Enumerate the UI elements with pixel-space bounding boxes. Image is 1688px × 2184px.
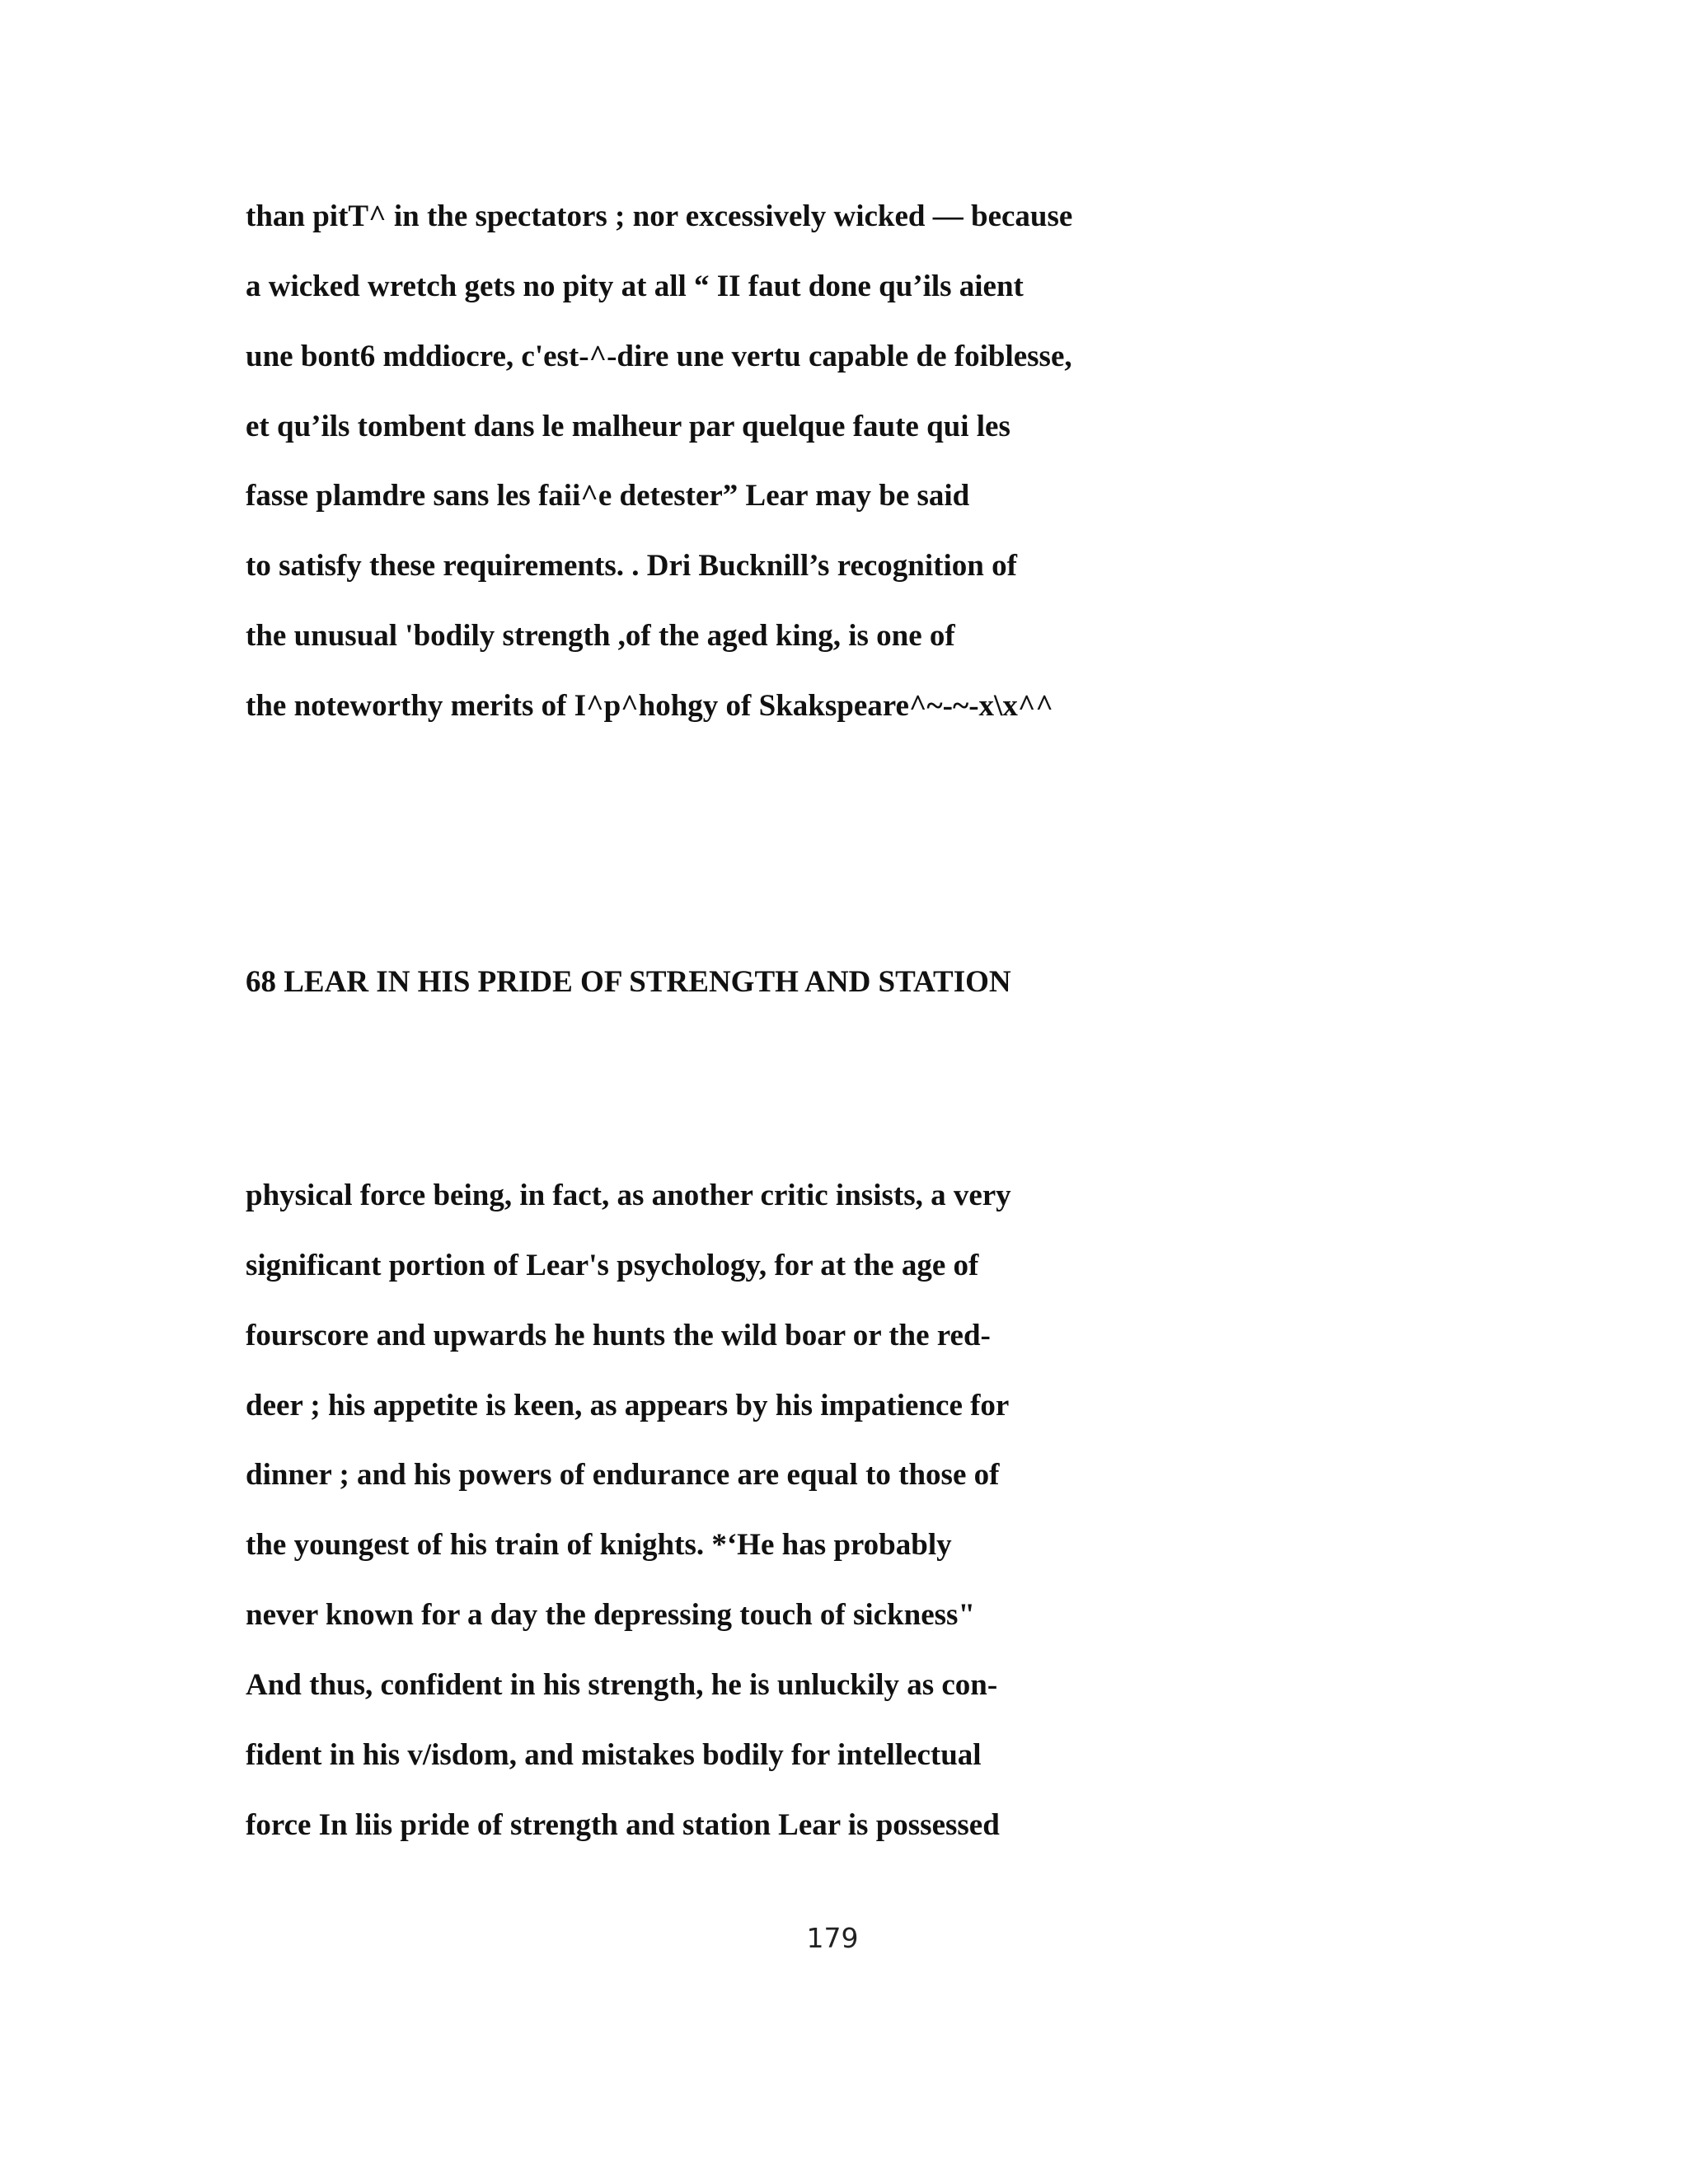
text-line: never known for a day the depressing touch of sickness" [246,1598,976,1632]
text-line: une bont6 mddiocre, c'est-^-dire une vertu capable de foiblesse, [246,340,1072,373]
text-line: deer ; his appetite is keen, as appears by his impatience for [246,1389,1010,1422]
text-line: than pitT^ in the spectators ; nor excessively wicked — because [246,199,1073,233]
text-line: fasse plamdre sans les faii^e detester” Lear may be said [246,479,970,513]
text-line: force In liis pride of strength and station Lear is possessed [246,1808,1000,1842]
text-line: the noteworthy merits of I^p^hohgy of Skakspeare^~-~-x\x^^ [246,689,1053,723]
text-line: fourscore and upwards he hunts the wild boar or the red- [246,1319,991,1352]
text-line: the youngest of his train of knights. *‘He has probably [246,1528,952,1562]
text-line: dinner ; and his powers of endurance are equal to those of [246,1458,1000,1492]
text-line: et qu’ils tombent dans le malheur par quelque faute qui les [246,410,1010,443]
text-line: significant portion of Lear's psychology, for at the age of [246,1249,979,1282]
text-line: And thus, confident in his strength, he is unluckily as con- [246,1668,998,1702]
text-line: fident in his v/isdom, and mistakes bodily for intellectual [246,1738,982,1772]
page-number: 179 [806,1922,859,1954]
text-line: to satisfy these requirements. . Dri Bucknill’s recognition of [246,549,1017,583]
running-heading: 68 LEAR IN HIS PRIDE OF STRENGTH AND STATION [246,965,1011,999]
text-line: the unusual 'bodily strength ,of the aged king, is one of [246,619,955,653]
text-line: physical force being, in fact, as another critic insists, a very [246,1179,1011,1212]
text-line: a wicked wretch gets no pity at all “ II faut done qu’ils aient [246,269,1024,303]
